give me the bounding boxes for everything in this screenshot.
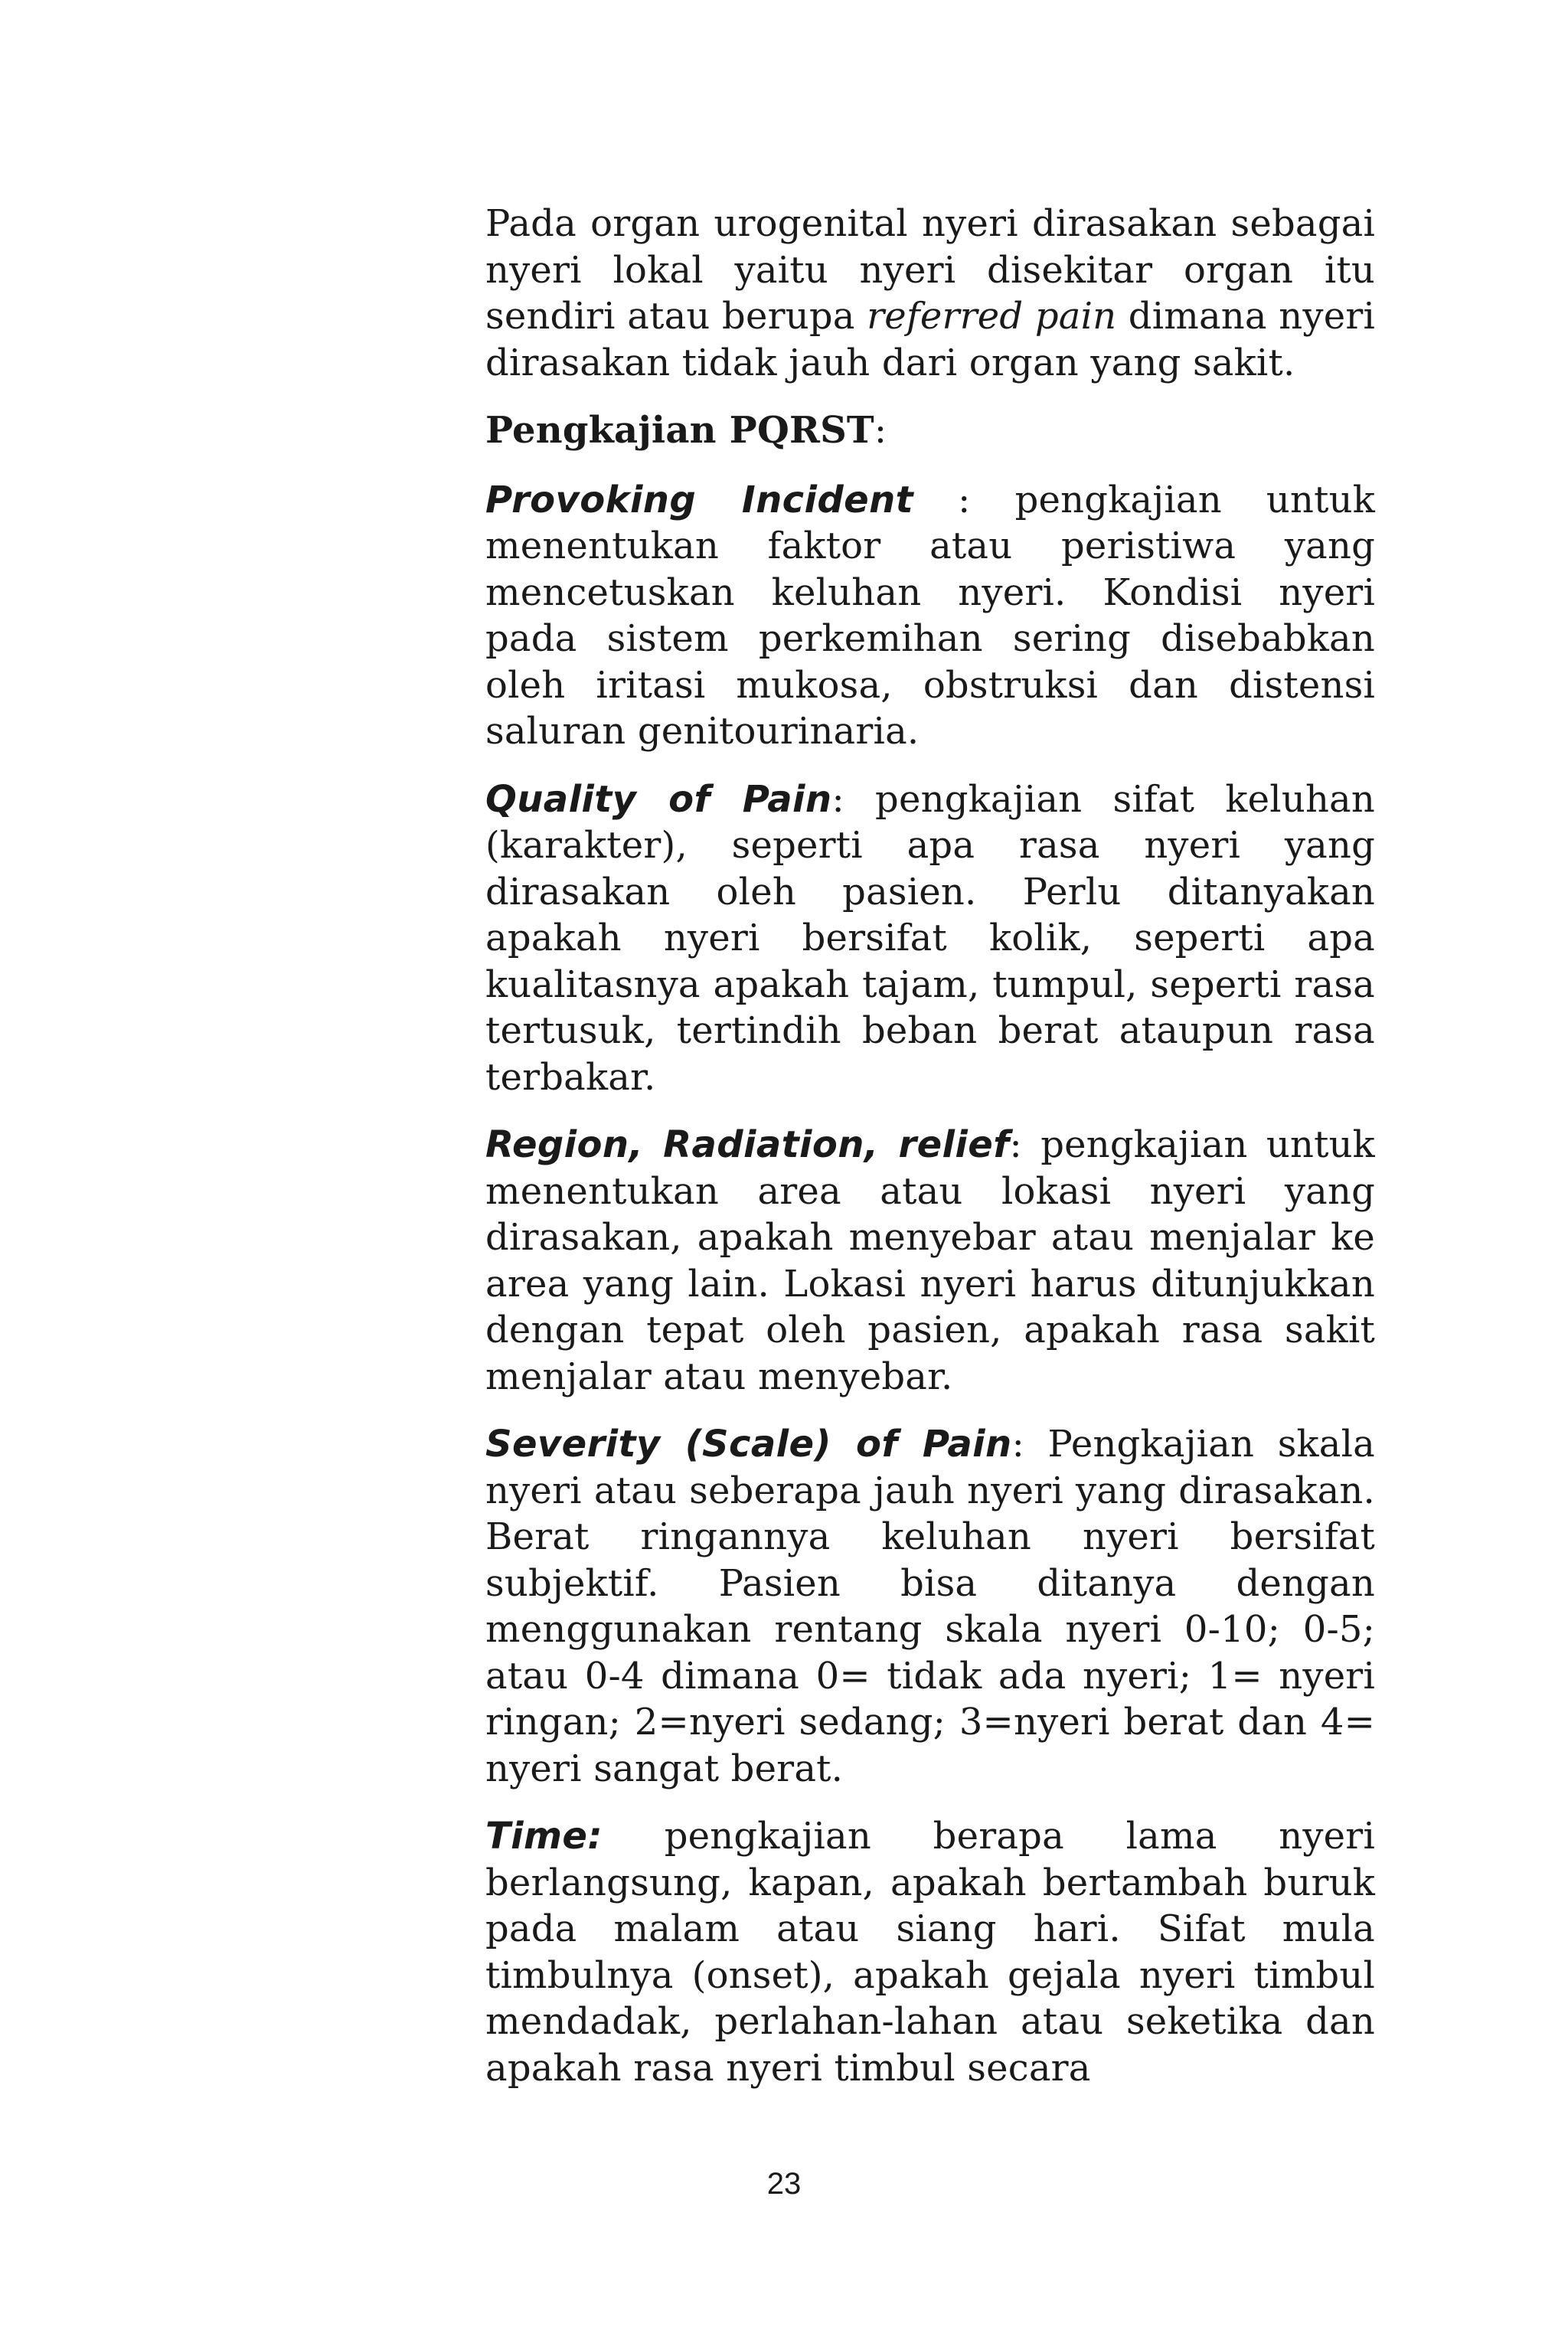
paragraph-text: pengkajian berapa lama nyeri berlangsung, kapan, apakah bertambah buruk pada malam atau siang hari. Sifat mula timbulnya (onset), apakah gejala nyeri timbul mendadak, perlahan-lahan atau seketika dan apakah rasa nyeri timbul secara — [485, 1815, 1375, 2090]
text-column — [485, 201, 1375, 2113]
term-quality-of-pain: Quality of Pain — [485, 777, 832, 821]
paragraph-text: pengkajian sifat keluhan (karakter), seperti apa rasa nyeri yang dirasakan oleh pasien. Perlu ditanyakan apakah nyeri bersifat kolik, seperti apa kualitasnya apakah tajam, tumpul, seperti rasa tertusuk, tertindih beban berat ataupun rasa terbakar. — [485, 777, 1375, 1099]
term-severity-scale-of-pain: Severity (Scale) of Pain — [485, 1423, 1012, 1466]
separator: : — [1009, 1123, 1041, 1166]
paragraph-text: Pengkajian skala nyeri atau seberapa jauh nyeri yang dirasakan. Berat ringannya keluhan nyeri bersifat subjektif. Pasien bisa ditanya dengan menggunakan rentang skala nyeri 0-10; 0-5; atau 0-4 dimana 0= tidak ada nyeri; 1= nyeri ringan; 2=nyeri sedang; 3=nyeri berat dan 4= nyeri sangat berat. — [485, 1423, 1375, 1790]
intro-text-before: Pada organ urogenital nyeri dirasakan sebagai nyeri lokal yaitu nyeri disekitar organ itu sendiri atau berupa — [485, 202, 1375, 338]
heading-colon: : — [874, 409, 887, 452]
paragraph-quality-of-pain — [485, 776, 1375, 1101]
term-provoking-incident: Provoking Incident — [485, 478, 914, 521]
separator: : — [1011, 1423, 1048, 1466]
heading-label: Pengkajian PQRST — [485, 409, 874, 452]
intro-italic-term: referred pain — [867, 295, 1117, 338]
paragraph-text: pengkajian untuk menentukan area atau lokasi nyeri yang dirasakan, apakah menyebar atau menjalar ke area yang lain. Lokasi nyeri harus ditunjukkan dengan tepat oleh pasien, apakah rasa sakit menjalar atau menyebar. — [485, 1123, 1375, 1398]
term-region-radiation-relief: Region, Radiation, relief — [485, 1123, 1010, 1166]
paragraph-time — [485, 1813, 1375, 2091]
intro-text-after: dimana nyeri dirasakan tidak jauh dari organ yang sakit. — [485, 295, 1376, 384]
section-heading — [485, 407, 1375, 454]
paragraph-provoking-incident — [485, 477, 1375, 755]
page-number: 23 — [766, 2167, 802, 2201]
paragraph-severity-scale — [485, 1421, 1375, 1792]
term-time: Time: — [485, 1815, 603, 1858]
separator: : — [831, 777, 876, 821]
intro-paragraph — [485, 201, 1375, 386]
separator — [603, 1815, 665, 1858]
separator: : — [913, 478, 1015, 521]
paragraph-region-radiation-relief — [485, 1122, 1375, 1400]
paragraph-text: pengkajian untuk menentukan faktor atau peristiwa yang mencetuskan keluhan nyeri. Kondisi nyeri pada sistem perkemihan sering disebabkan oleh iritasi mukosa, obstruksi dan distensi saluran genitourinaria. — [485, 478, 1375, 753]
